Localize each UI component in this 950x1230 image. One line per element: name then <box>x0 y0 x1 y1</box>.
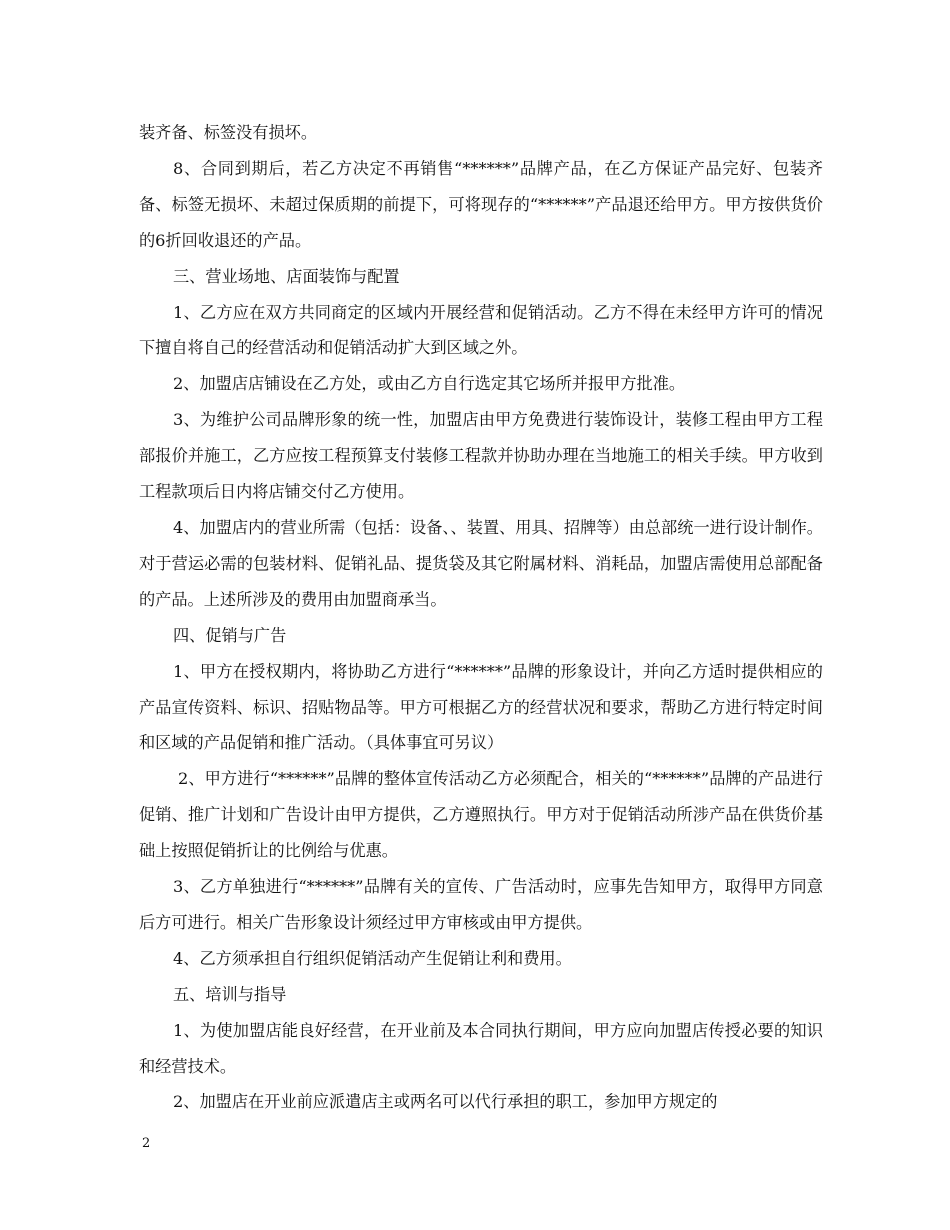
document-body <box>139 115 823 1120</box>
section-heading-4: 四、促销与广告 <box>173 625 287 645</box>
section-heading-3: 三、营业场地、店面装饰与配置 <box>173 266 400 286</box>
paragraph-section3-clause-4: 4、加盟店内的营业所需（包括：设备、、装置、用具、招牌等）由总部统一进行设计制作。对于营运必需的包装材料、促销礼品、提货袋及其它附属材料、消耗品，加盟店需使用总部配备的产品。上述所涉及的费用由加盟商承当。 <box>139 517 823 609</box>
page-number: 2 <box>142 1136 151 1151</box>
section-heading-5: 五、培训与指导 <box>173 984 287 1004</box>
paragraph-section4-clause-4: 4、乙方须承担自行组织促销活动产生促销让利和费用。 <box>173 948 572 968</box>
paragraph-section3-clause-2: 2、加盟店店铺设在乙方处，或由乙方自行选定其它场所并报甲方批准。 <box>173 374 686 394</box>
paragraph-section5-clause-2: 2、加盟店在开业前应派遣店主或两名可以代行承担的职工，参加甲方规定的 <box>173 1092 718 1112</box>
paragraph-clause-8: 8、合同到期后，若乙方决定不再销售“******”品牌产品，在乙方保证产品完好、包装齐备、标签无损坏、未超过保质期的前提下，可将现存的“******”产品退还给甲方。甲方按供货价的6折回收退还的产品。 <box>139 158 823 250</box>
paragraph-section3-clause-3: 3、为维护公司品牌形象的统一性，加盟店由甲方免费进行装饰设计，装修工程由甲方工程部报价并施工，乙方应按工程预算支付装修工程款并协助办理在当地施工的相关手续。甲方收到工程款项后日内将店铺交付乙方使用。 <box>139 410 823 502</box>
paragraph-section5-clause-1: 1、为使加盟店能良好经营，在开业前及本合同执行期间，甲方应向加盟店传授必要的知识和经营技术。 <box>139 1020 823 1076</box>
paragraph-continuation: 装齐备、标签没有损坏。 <box>139 123 318 142</box>
paragraph-section3-clause-1: 1、乙方应在双方共同商定的区域内开展经营和促销活动。乙方不得在未经甲方许可的情况下擅自将自己的经营活动和促销活动扩大到区域之外。 <box>139 302 823 358</box>
paragraph-section4-clause-1: 1、甲方在授权期内，将协助乙方进行“******”品牌的形象设计，并向乙方适时提供相应的产品宣传资料、标识、招贴物品等。甲方可根据乙方的经营状况和要求，帮助乙方进行特定时间和区域的产品促销和推广活动。（具体事宜可另议） <box>139 661 823 753</box>
paragraph-section4-clause-3: 3、乙方单独进行“******”品牌有关的宣传、广告活动时，应事先告知甲方，取得甲方同意后方可进行。相关广告形象设计须经过甲方审核或由甲方提供。 <box>139 877 823 932</box>
paragraph-section4-clause-2: 2、甲方进行“******”品牌的整体宣传活动乙方必须配合，相关的“******”品牌的产品进行促销、推广计划和广告设计由甲方提供，乙方遵照执行。甲方对于促销活动所涉产品在供货价基础上按照促销折让的比例给与优惠。 <box>139 769 823 861</box>
